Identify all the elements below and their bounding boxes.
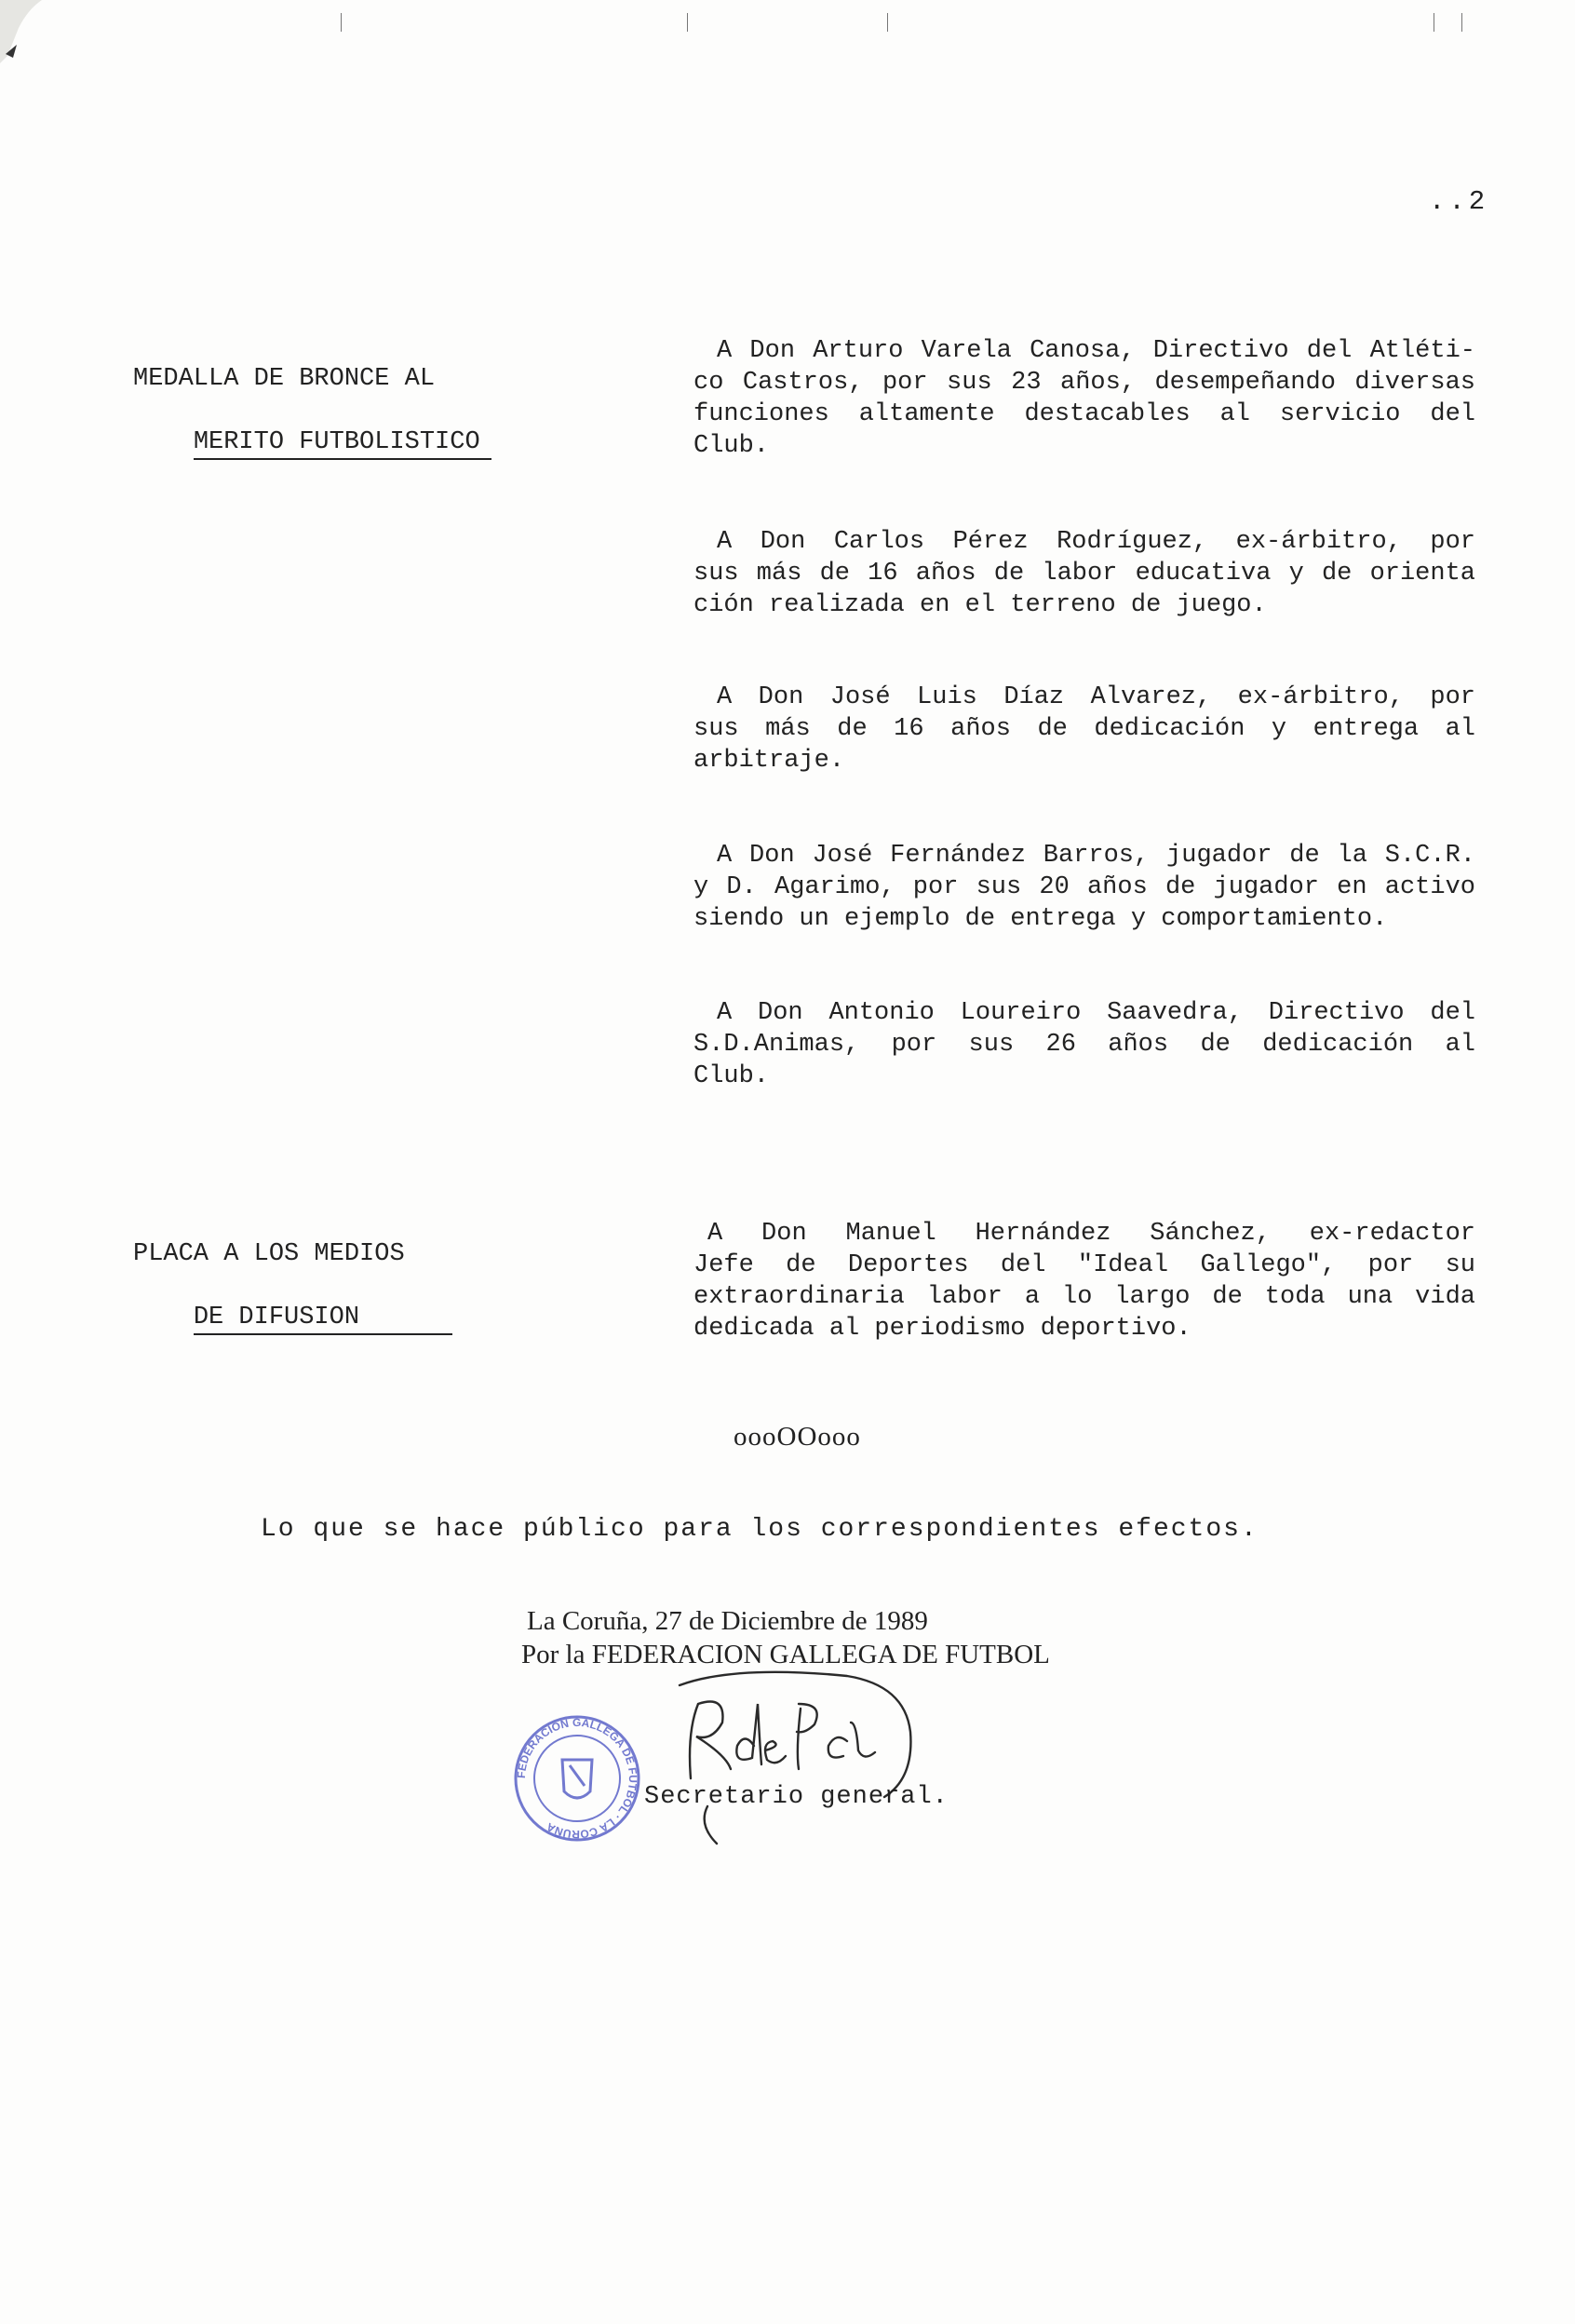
scan-mark	[687, 13, 688, 32]
entry-line: siendo un ejemplo de entrega y comportamiento.	[693, 905, 1388, 933]
award-entry	[693, 997, 1475, 1092]
entry-line: arbitraje.	[693, 747, 845, 775]
entry-line: funciones altamente destacables al servicio del	[693, 400, 1475, 428]
entry-line: ción realizada en el terreno de juego.	[693, 591, 1267, 619]
entry-line: Club.	[693, 1062, 770, 1090]
entry-line: A Don José Fernández Barros, jugador de la S.C.R.	[717, 842, 1475, 870]
scan-mark	[341, 13, 342, 32]
entry-line: A Don Arturo Varela Canosa, Directivo del Atléti-	[717, 337, 1475, 365]
section-title-line1: MEDALLA DE BRONCE AL	[133, 365, 436, 393]
section-title-line2: MERITO FUTBOLISTICO	[194, 426, 491, 460]
section-title-placa	[133, 1175, 452, 1367]
section-title-line1: PLACA A LOS MEDIOS	[133, 1240, 405, 1268]
page-number: ..2	[1429, 186, 1489, 217]
separator: oooOOooo	[734, 1422, 861, 1452]
entry-line: co Castros, por sus 23 años, desempeñando diversas	[693, 369, 1475, 397]
entry-line: sus más de 16 años de labor educativa y de orienta	[693, 560, 1475, 588]
section-title-medalla	[133, 300, 491, 492]
award-entry	[693, 526, 1475, 621]
entry-line: A Don José Luis Díaz Alvarez, ex-árbitro, por	[717, 683, 1475, 711]
federation-stamp	[510, 1711, 645, 1846]
award-entry	[693, 1218, 1475, 1344]
award-entry	[693, 682, 1475, 777]
folded-corner-mark	[0, 0, 65, 65]
scan-mark	[1461, 13, 1462, 32]
award-entry	[693, 335, 1475, 462]
organization: Por la FEDERACION GALLEGA DE FUTBOL	[521, 1640, 1050, 1669]
entry-line: dedicada al periodismo deportivo.	[693, 1315, 1191, 1343]
entry-line: S.D.Animas, por sus 26 años de dedicación al	[693, 1031, 1475, 1059]
entry-line: A Don Manuel Hernández Sánchez, ex-redactor	[707, 1220, 1475, 1248]
entry-line: A Don Carlos Pérez Rodríguez, ex-árbitro, por	[717, 528, 1475, 556]
award-entry	[693, 840, 1475, 935]
entry-line: extraordinaria labor a lo largo de toda una vida	[693, 1283, 1475, 1311]
entry-line: sus más de 16 años de dedicación y entrega al	[693, 715, 1475, 743]
section-title-line2: DE DIFUSION	[194, 1302, 452, 1335]
handwritten-signature	[661, 1667, 959, 1853]
entry-line: A Don Antonio Loureiro Saavedra, Directivo del	[717, 999, 1475, 1027]
entry-line: Jefe de Deportes del "Ideal Gallego", por su	[693, 1251, 1475, 1279]
stamp-text: FEDERACION GALLEGA DE FUTBOL · LA CORUÑA	[514, 1715, 640, 1842]
entry-line: Club.	[693, 432, 770, 460]
closing-statement: Lo que se hace público para los correspondientes efectos.	[261, 1515, 1259, 1544]
place-date: La Coruña, 27 de Diciembre de 1989	[527, 1606, 928, 1636]
entry-line: y D. Agarimo, por sus 20 años de jugador en activo	[693, 873, 1475, 901]
signatory-title: Secretario general.	[644, 1783, 949, 1811]
scan-mark	[887, 13, 888, 32]
